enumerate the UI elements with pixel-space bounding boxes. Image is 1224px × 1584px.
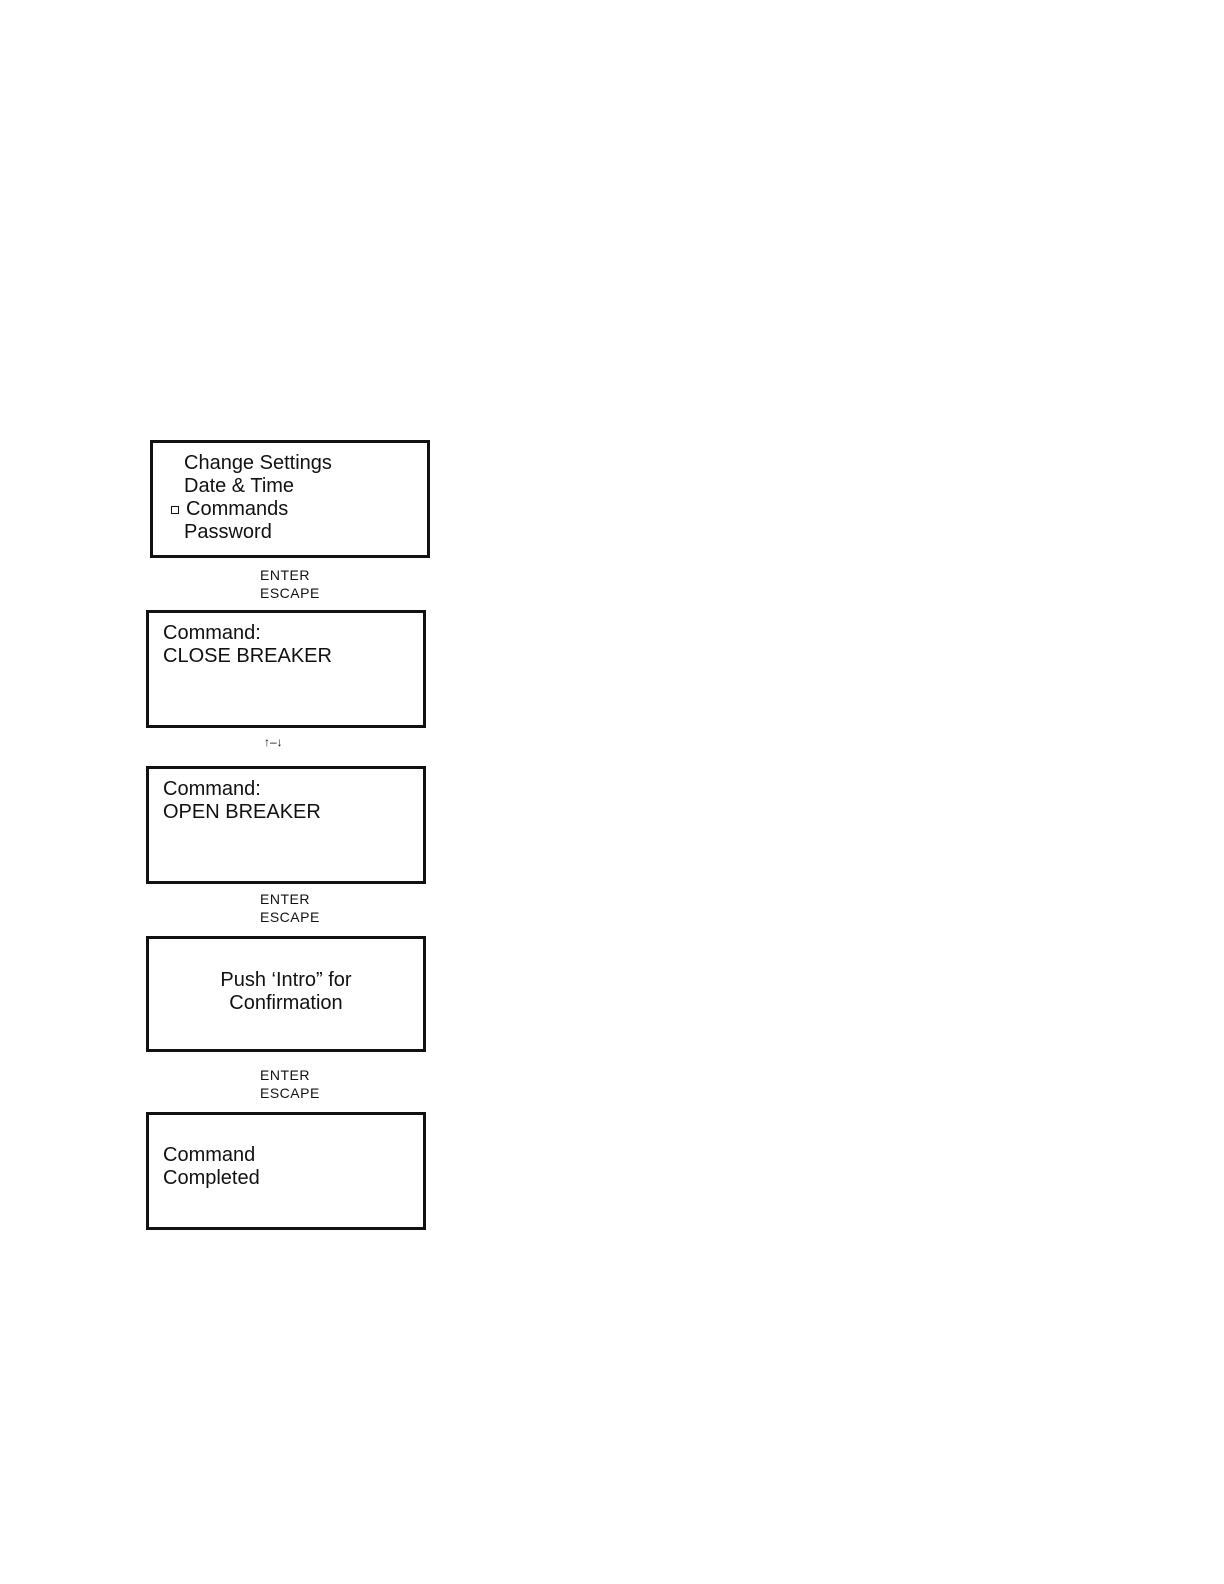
escape-key-label[interactable]: ESCAPE (260, 585, 320, 601)
command-value: CLOSE BREAKER (163, 645, 332, 667)
completed-line-1: Command (163, 1144, 256, 1166)
menu-item-commands[interactable]: Commands (186, 498, 289, 520)
close-breaker-screen (146, 610, 426, 728)
enter-key-label[interactable]: ENTER (260, 891, 310, 907)
menu-item-password[interactable]: Password (184, 521, 272, 543)
up-down-arrows-icon[interactable]: ↑–↓ (264, 735, 283, 749)
escape-key-label[interactable]: ESCAPE (260, 909, 320, 925)
enter-key-label[interactable]: ENTER (260, 567, 310, 583)
menu-screen (150, 440, 430, 558)
command-value: OPEN BREAKER (163, 801, 321, 823)
open-breaker-screen (146, 766, 426, 884)
escape-key-label[interactable]: ESCAPE (260, 1085, 320, 1101)
menu-item-date-time[interactable]: Date & Time (184, 475, 295, 497)
square-cursor-icon (171, 506, 179, 514)
enter-key-label[interactable]: ENTER (260, 1067, 310, 1083)
confirmation-prompt: Push ‘Intro” for (220, 969, 352, 991)
menu-item-change-settings[interactable]: Change Settings (184, 452, 332, 474)
completed-line-2: Completed (163, 1167, 260, 1189)
command-completed-screen (146, 1112, 426, 1230)
command-label: Command: (163, 622, 261, 644)
confirmation-screen (146, 936, 426, 1052)
command-label: Command: (163, 778, 261, 800)
confirmation-label: Confirmation (229, 992, 343, 1014)
